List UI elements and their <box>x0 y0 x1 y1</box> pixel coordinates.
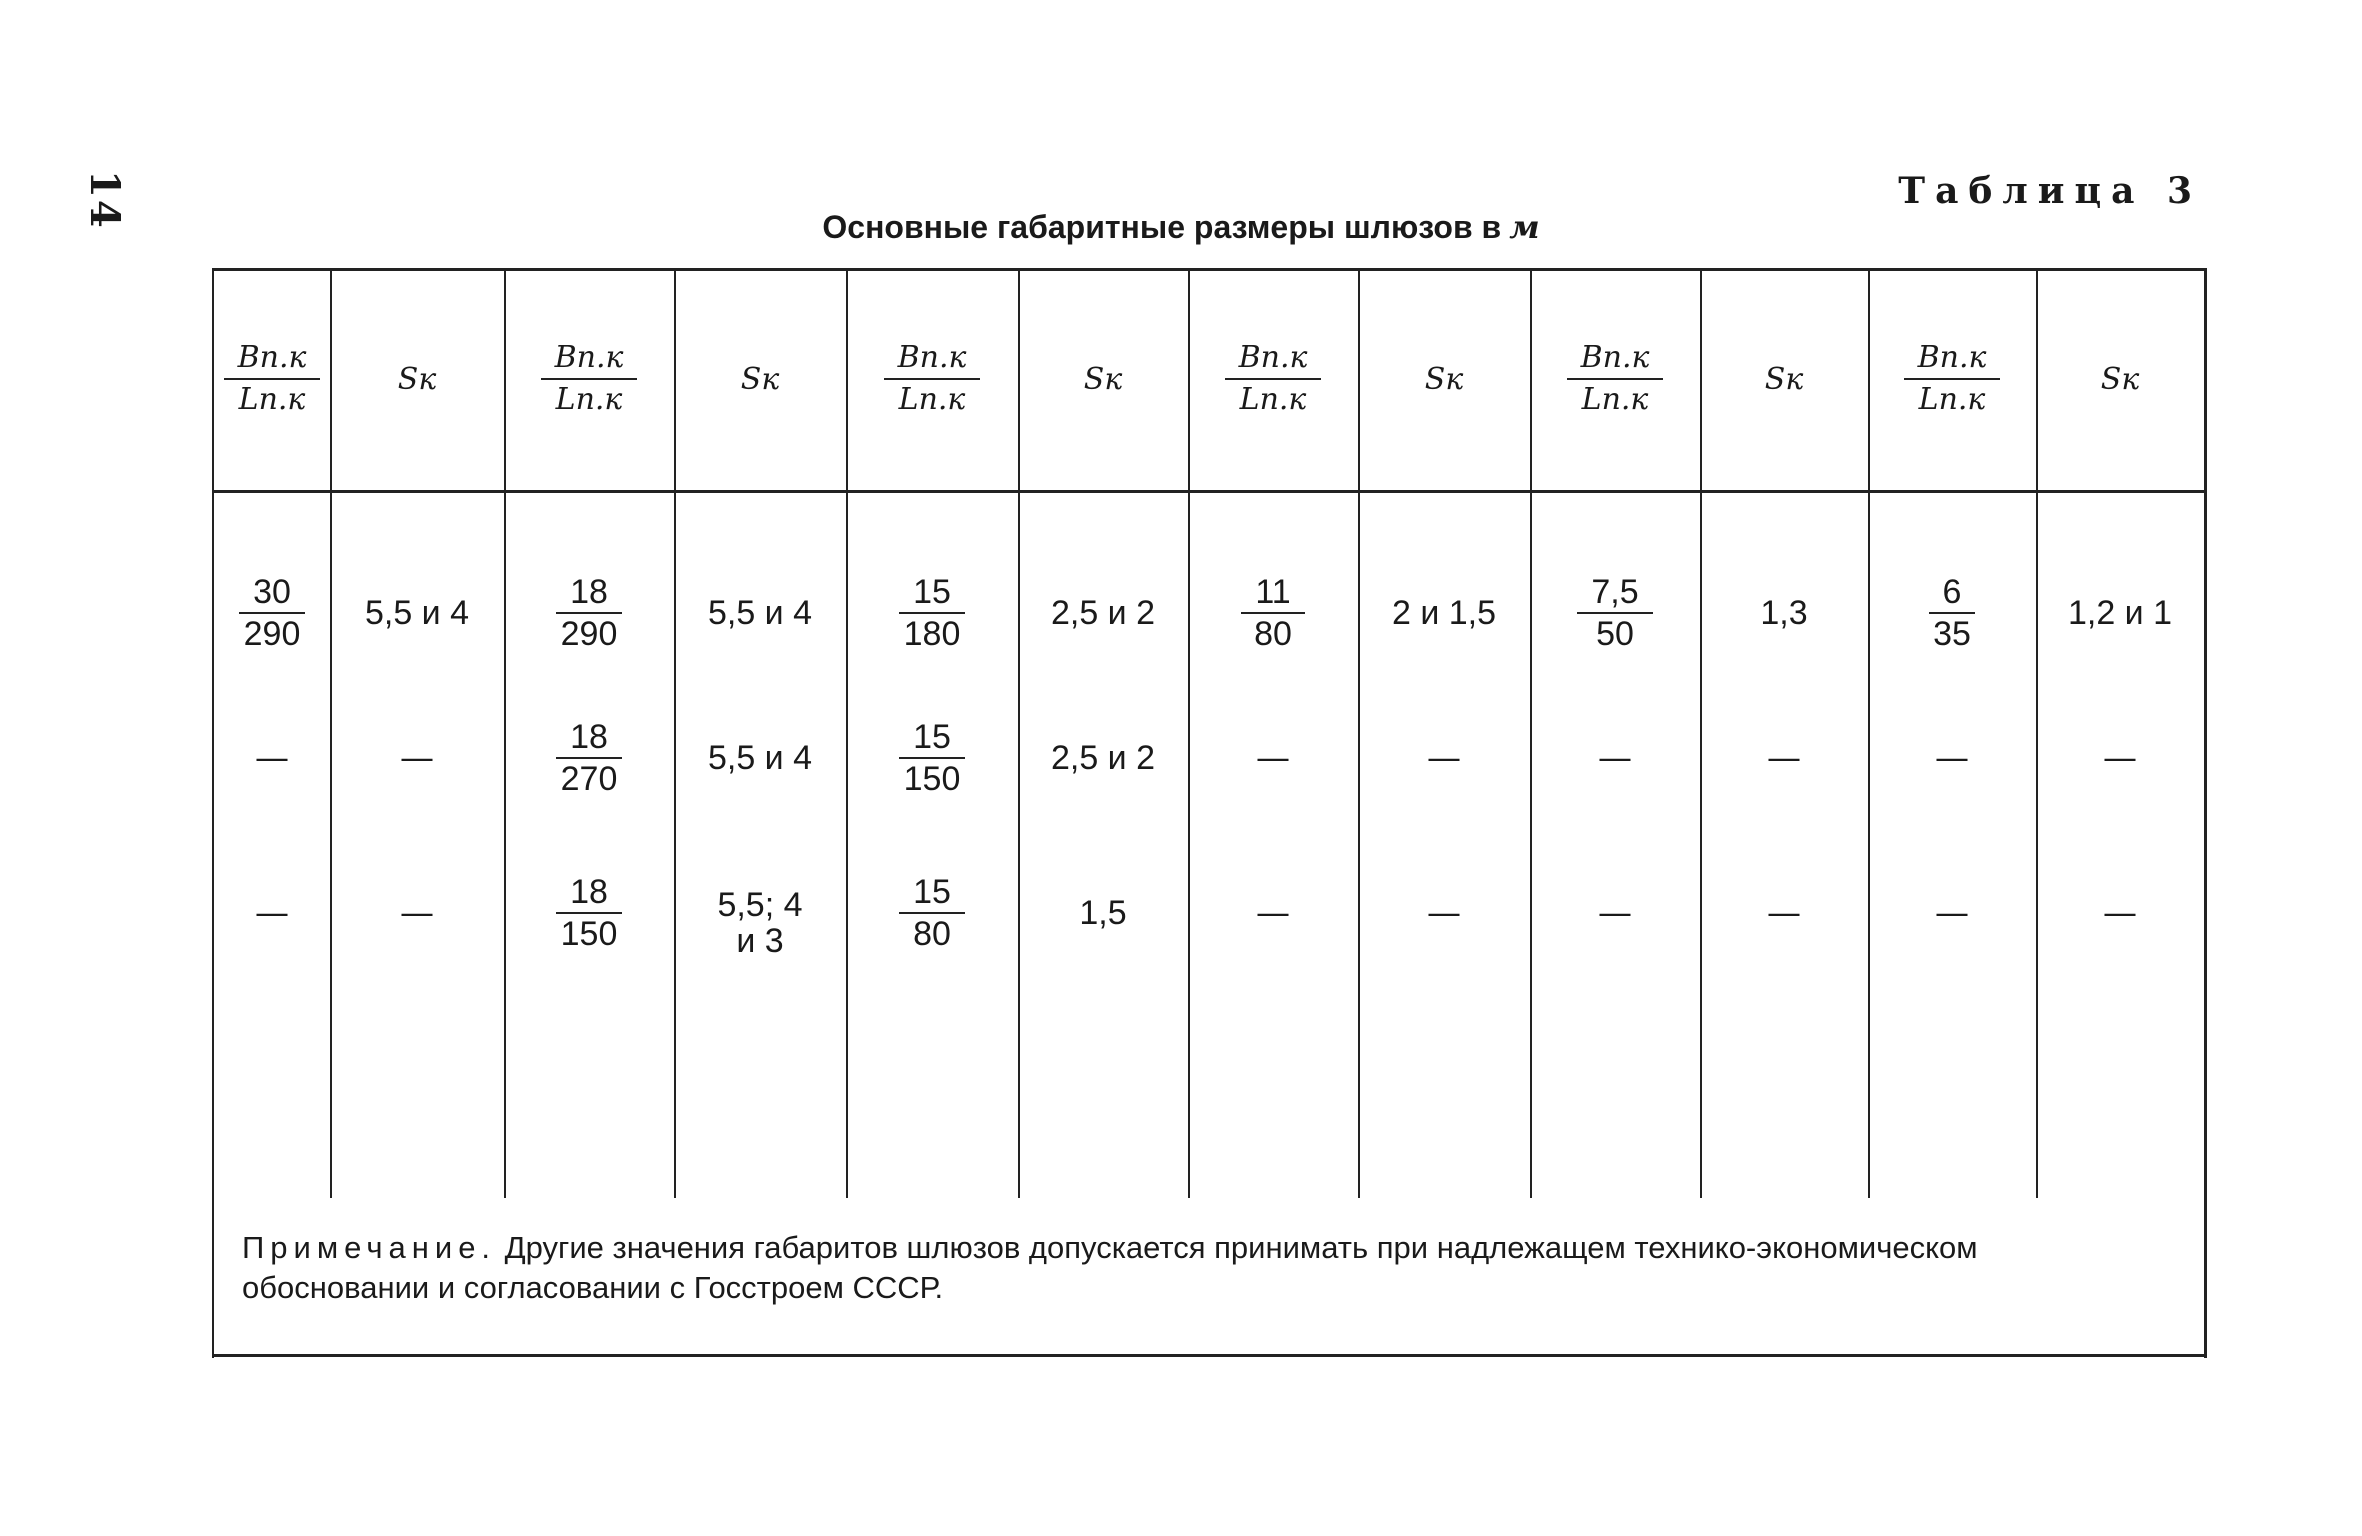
table-cell: $\frac{6}{35}$ <box>1868 558 2036 668</box>
table-cell: 5,5; 4 и 3 <box>717 886 803 960</box>
table-cell: — <box>1427 893 1461 933</box>
table-cell: — <box>1767 893 1801 933</box>
dimensions-table <box>212 268 2207 1358</box>
note-text: Другие значения габаритов шлюзов допускается принимать при надлежащем технико-экономическом обосновании и согласовании с Госстроем СССР. <box>242 1230 1978 1305</box>
table-title <box>0 208 2362 246</box>
table-cell: 1,2 и 1 <box>2067 593 2173 632</box>
table-cell: $\frac{15}{180}$ <box>846 558 1018 668</box>
table-bottom-rule <box>214 1354 2204 1357</box>
page-number: 14 <box>81 170 128 230</box>
table-cell: $\frac{30}{290}$ <box>214 558 330 668</box>
table-cell: $\frac{15}{80}$ <box>846 858 1018 968</box>
table-cell: — <box>1598 738 1632 778</box>
table-cell: 2,5 и 2 <box>1050 738 1156 777</box>
table-cell: 5,5 и 4 <box>364 593 470 632</box>
header-b-l-4: $\frac{Bп.к}{Lп.к}$ <box>1188 268 1358 490</box>
table-cell: $\frac{18}{150}$ <box>504 858 674 968</box>
table-cell: — <box>1256 893 1290 933</box>
table-cell: — <box>1256 738 1290 778</box>
note-label: Примечание. <box>242 1230 497 1265</box>
header-b-l-3: $\frac{Bп.к}{Lп.к}$ <box>846 268 1018 490</box>
table-cell: — <box>1767 738 1801 778</box>
header-s-3: Sк <box>1083 361 1123 397</box>
table-cell: $\frac{18}{270}$ <box>504 703 674 813</box>
table-cell: 5,5 и 4 <box>707 738 813 777</box>
table-cell: — <box>400 893 434 933</box>
table-cell: 1,5 <box>1079 893 1127 932</box>
table-cell: $\frac{11}{80}$ <box>1188 558 1358 668</box>
table-cell: — <box>1427 738 1461 778</box>
table-cell: $\frac{15}{150}$ <box>846 703 1018 813</box>
header-s-2: Sк <box>740 361 780 397</box>
table-cell: — <box>255 893 289 933</box>
header-b-l-6: $\frac{Bп.к}{Lп.к}$ <box>1868 268 2036 490</box>
table-cell: — <box>400 738 434 778</box>
table-cell: — <box>255 738 289 778</box>
table-title-text: Основные габаритные размеры шлюзов в <box>822 209 1502 245</box>
header-b-l-2: $\frac{Bп.к}{Lп.к}$ <box>504 268 674 490</box>
table-cell: — <box>2103 893 2137 933</box>
table-cell: — <box>1935 893 1969 933</box>
header-s-4: Sк <box>1424 361 1464 397</box>
table-cell: 5,5 и 4 <box>707 593 813 632</box>
header-s-1: Sк <box>397 361 437 397</box>
table-cell: 1,3 <box>1760 593 1808 632</box>
table-cell: 2 и 1,5 <box>1391 593 1497 632</box>
table-cell: $\frac{7,5}{50}$ <box>1530 558 1700 668</box>
header-s-5: Sк <box>1764 361 1804 397</box>
table-title-unit: м <box>1509 208 1540 246</box>
table-label: Таблица 3 <box>1898 170 2202 212</box>
header-rule <box>214 490 2204 493</box>
table-cell: — <box>1598 893 1632 933</box>
table-cell: 2,5 и 2 <box>1050 593 1156 632</box>
header-b-l-1: $\frac{Bп.к}{Lп.к}$ <box>214 268 330 490</box>
table-cell: — <box>1935 738 1969 778</box>
table-cell: — <box>2103 738 2137 778</box>
table-note <box>242 1228 2172 1308</box>
header-s-6: Sк <box>2100 361 2140 397</box>
table-cell: $\frac{18}{290}$ <box>504 558 674 668</box>
header-b-l-5: $\frac{Bп.к}{Lп.к}$ <box>1530 268 1700 490</box>
